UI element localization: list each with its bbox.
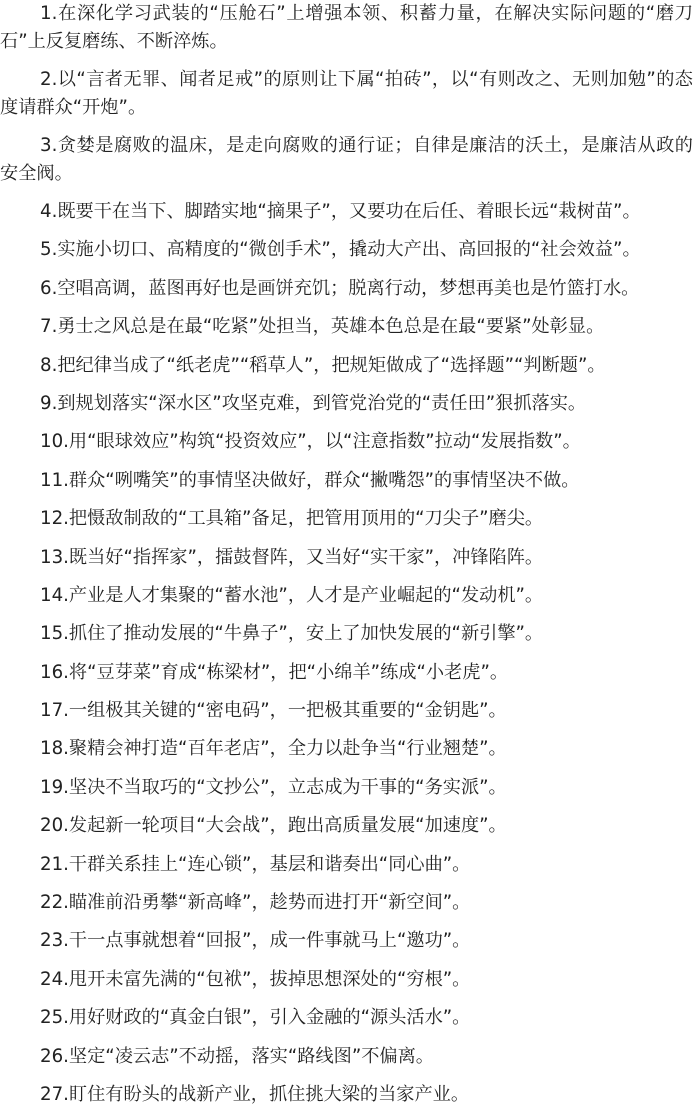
paragraph-22: 22.瞄准前沿勇攀“新高峰”，趁势而进打开“新空间”。	[40, 892, 471, 914]
paragraph-7: 7.勇士之风总是在最“吃紧”处担当，英雄本色总是在最“要紧”处彰显。	[40, 316, 605, 338]
paragraph-8: 8.把纪律当成了“纸老虎”“稻草人”，把规矩做成了“选择题”“判断题”。	[40, 354, 606, 376]
paragraph-6: 6.空唱高调，蓝图再好也是画饼充饥；脱离行动，梦想再美也是竹篮打水。	[40, 277, 640, 299]
paragraph-14: 14.产业是人才集聚的“蓄水池”，人才是产业崛起的“发动机”。	[40, 584, 544, 606]
paragraph-17: 17.一组极其关键的“密电码”，一把极其重要的“金钥匙”。	[40, 700, 507, 722]
paragraph-26: 26.坚定“凌云志”不动摇，落实“路线图”不偏离。	[40, 1045, 434, 1067]
paragraph-16: 16.将“豆芽菜”育成“栋梁材”，把“小绵羊”练成“小老虎”。	[40, 661, 509, 683]
paragraph-3: 3.贪婪是腐败的温床，是走向腐败的通行证；自律是廉洁的沃土，是廉洁从政的安全阀。	[0, 135, 693, 184]
paragraph-12: 12.把慑敌制敌的“工具箱”备足，把管用顶用的“刀尖子”磨尖。	[40, 508, 544, 530]
paragraph-9: 9.到规划落实“深水区”攻坚克难，到管党治党的“责任田”狠抓落实。	[40, 392, 587, 414]
paragraph-21: 21.干群关系挂上“连心锁”，基层和谐奏出“同心曲”。	[40, 853, 471, 875]
paragraph-4: 4.既要干在当下、脚踏实地“摘果子”，又要功在后任、着眼长远“栽树苗”。	[40, 201, 641, 222]
paragraph-10: 10.用“眼球效应”构筑“投资效应”，以“注意指数”拉动“发展指数”。	[40, 431, 581, 453]
paragraph-19: 19.坚决不当取巧的“文抄公”，立志成为干事的“务实派”。	[40, 776, 507, 798]
paragraph-27: 27.盯住有盼头的战新产业，抓住挑大梁的当家产业。	[40, 1083, 470, 1105]
paragraph-11: 11.群众“咧嘴笑”的事情坚决做好，群众“撇嘴怨”的事情坚决不做。	[40, 469, 580, 491]
paragraph-15: 15.抓住了推动发展的“牛鼻子”，安上了加快发展的“新引擎”。	[40, 623, 544, 645]
paragraph-24: 24.甩开未富先满的“包袱”，拔掉思想深处的“穷根”。	[40, 968, 471, 990]
paragraph-5: 5.实施小切口、高精度的“微创手术”，撬动大产出、高回报的“社会效益”。	[40, 239, 641, 261]
paragraph-1: 1.在深化学习武装的“压舱石”上增强本领、积蓄力量，在解决实际问题的“磨刀石”上反复磨练、不断淬炼。	[0, 3, 693, 52]
paragraph-2: 2.以“言者无罪、闻者足戒”的原则让下属“拍砖”，以“有则改之、无则加勉”的态度请群众“开炮”。	[0, 69, 693, 118]
paragraph-13: 13.既当好“指挥家”，擂鼓督阵，又当好“实干家”，冲锋陷阵。	[40, 546, 544, 568]
paragraph-25: 25.用好财政的“真金白银”，引入金融的“源头活水”。	[40, 1007, 471, 1029]
paragraph-23: 23.干一点事就想着“回报”，成一件事就马上“邀功”。	[40, 930, 471, 952]
paragraph-20: 20.发起新一轮项目“大会战”，跑出高质量发展“加速度”。	[40, 815, 507, 837]
paragraph-18: 18.聚精会神打造“百年老店”，全力以赴争当“行业翘楚”。	[40, 738, 507, 760]
